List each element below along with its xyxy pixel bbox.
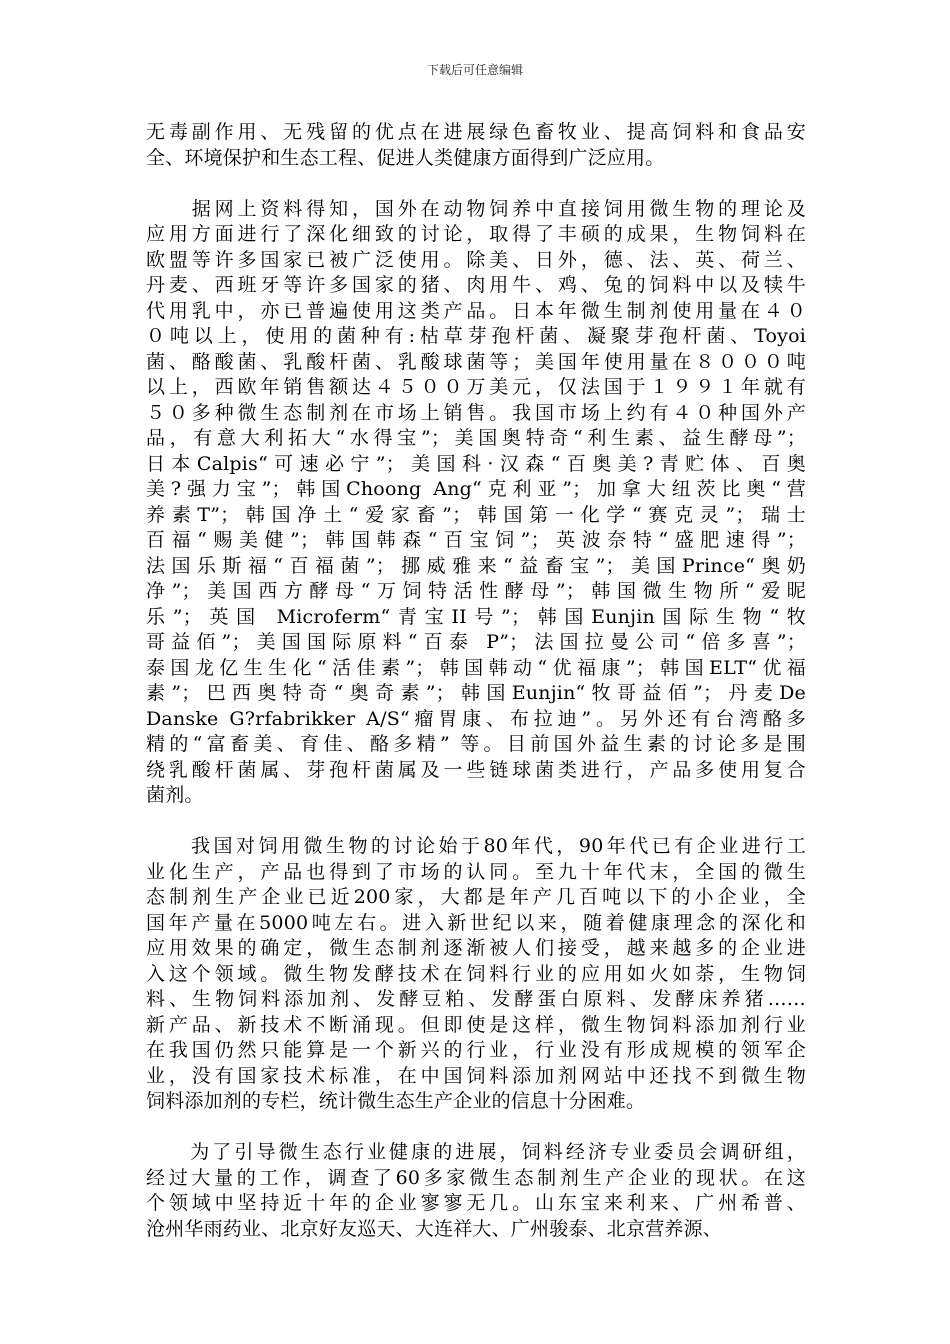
document-body xyxy=(146,120,806,1242)
paragraph xyxy=(146,1140,806,1242)
paragraph xyxy=(146,197,806,809)
text-line: 全、环境保护和生态工程、促进人类健康方面得到广泛应用。 xyxy=(146,146,665,169)
text-line: 态制剂生产企业已近200家，大都是年产几百吨以下的小企业，全 xyxy=(146,886,806,908)
paragraph-gap xyxy=(146,1115,806,1141)
text-line: 据网上资料得知，国外在动物饲养中直接饲用微生物的理论及 xyxy=(146,197,806,220)
text-line: 料、生物饲料添加剂、发酵豆粕、发酵蛋白原料、发酵床养猪…… xyxy=(146,988,806,1010)
text-line: 日本Calpis“可速必宁”；美国科·汉森“百奥美?青贮体、百奥 xyxy=(146,452,806,475)
text-line: ５０多种微生态制剂在市场上销售。我国市场上约有４０种国外产 xyxy=(146,401,806,424)
text-line: 无毒副作用、无残留的优点在进展绿色畜牧业、提高饲料和食品安 xyxy=(146,121,806,143)
text-line: 法国乐斯福“百福菌”；挪威雅来“益畜宝”；美国Prince“奥奶 xyxy=(146,554,806,577)
text-line: 饲料添加剂的专栏，统计微生态生产企业的信息十分困难。 xyxy=(146,1090,646,1112)
paragraph xyxy=(146,120,806,171)
text-line: 养素T”；韩国净土“爱家畜”；韩国第一化学“赛克灵”；瑞士 xyxy=(146,503,806,526)
text-line: 我国对饲用微生物的讨论始于80年代，90年代已有企业进行工 xyxy=(146,835,806,857)
text-line: 沧州华雨药业、北京好友巡天、大连祥大、广州骏泰、北京营养源、 xyxy=(146,1217,723,1240)
text-line: 个领域中坚持近十年的企业寥寥无几。山东宝来利来、广州希普、 xyxy=(146,1192,806,1214)
text-line: 丹麦、西班牙等许多国家的猪、肉用牛、鸡、兔的饲料中以及犊牛 xyxy=(146,274,806,296)
text-line: 代用乳中，亦已普遍使用这类产品。日本年微生制剂使用量在４０ xyxy=(146,299,806,322)
text-line: 精的“富畜美、育佳、酪多精” 等。目前国外益生素的讨论多是围 xyxy=(146,733,806,755)
text-line: 业化生产，产品也得到了市场的认同。至九十年代末，全国的微生 xyxy=(146,860,806,883)
text-line: 入这个领域。微生物发酵技术在饲料行业的应用如火如荼，生物饲 xyxy=(146,962,806,985)
paragraph xyxy=(146,834,806,1115)
text-line: 菌剂。 xyxy=(146,784,204,806)
text-line: 经过大量的工作，调查了60多家微生态制剂生产企业的现状。在这 xyxy=(146,1166,806,1189)
text-line: 在我国仍然只能算是一个新兴的行业，行业没有形成规模的领军企 xyxy=(146,1039,806,1061)
paragraph-gap xyxy=(146,171,806,197)
text-line: 欧盟等许多国家已被广泛使用。除美、日外，德、法、英、荷兰、 xyxy=(146,248,806,271)
text-line: 为了引导微生态行业健康的进展，饲料经济专业委员会调研组， xyxy=(146,1141,806,1163)
text-line: 百福“赐美健”；韩国韩森“百宝饲”；英波奈特“盛肥速得”； xyxy=(146,529,806,551)
text-line: 新产品、新技术不断涌现。但即使是这样，微生物饲料添加剂行业 xyxy=(146,1013,806,1036)
text-line: 哥益佰”；美国国际原料“百泰 P”；法国拉曼公司“倍多喜”； xyxy=(146,631,806,653)
text-line: 国年产量在5000吨左右。进入新世纪以来，随着健康理念的深化和 xyxy=(146,911,806,934)
text-line: 应用方面进行了深化细致的讨论，取得了丰硕的成果，生物饲料在 xyxy=(146,223,806,245)
text-line: 以上，西欧年销售额达４５００万美元，仅法国于１９９１年就有 xyxy=(146,376,806,398)
text-line: 菌、酪酸菌、乳酸杆菌、乳酸球菌等；美国年使用量在８０００吨 xyxy=(146,350,806,373)
text-line: 应用效果的确定，微生态制剂逐渐被人们接受，越来越多的企业进 xyxy=(146,937,806,959)
text-line: 泰国龙亿生生化“活佳素”；韩国韩动“优福康”；韩国ELT“优福 xyxy=(146,656,806,679)
text-line: 品，有意大利拓大“水得宝”；美国奥特奇“利生素、益生酵母”； xyxy=(146,427,806,449)
text-line: 乐”；英国 Microferm“青宝II号”；韩国Eunjin国际生物“牧 xyxy=(146,605,806,628)
text-line: 素”；巴西奥特奇“奥奇素”；韩国Eunjin“牧哥益佰”；丹麦De xyxy=(146,682,806,704)
paragraph-gap xyxy=(146,809,806,835)
text-line: ０吨以上，使用的菌种有:枯草芽孢杆菌、凝聚芽孢杆菌、Toyoi xyxy=(146,325,806,347)
text-line: 业，没有国家技术标准，在中国饲料添加剂网站中还找不到微生物 xyxy=(146,1064,806,1087)
text-line: Danske G?rfabrikker A/S“瘤胃康、布拉迪”。另外还有台湾酪多 xyxy=(146,707,806,730)
page-header: 下载后可任意编辑 xyxy=(426,63,523,77)
text-line: 美?强力宝”；韩国Choong Ang“克利亚”；加拿大纽茨比奥“营 xyxy=(146,478,806,500)
text-line: 净”；美国西方酵母“万饲特活性酵母”；韩国微生物所“爱昵 xyxy=(146,580,806,602)
text-line: 绕乳酸杆菌属、芽孢杆菌属及一些链球菌类进行，产品多使用复合 xyxy=(146,758,806,781)
